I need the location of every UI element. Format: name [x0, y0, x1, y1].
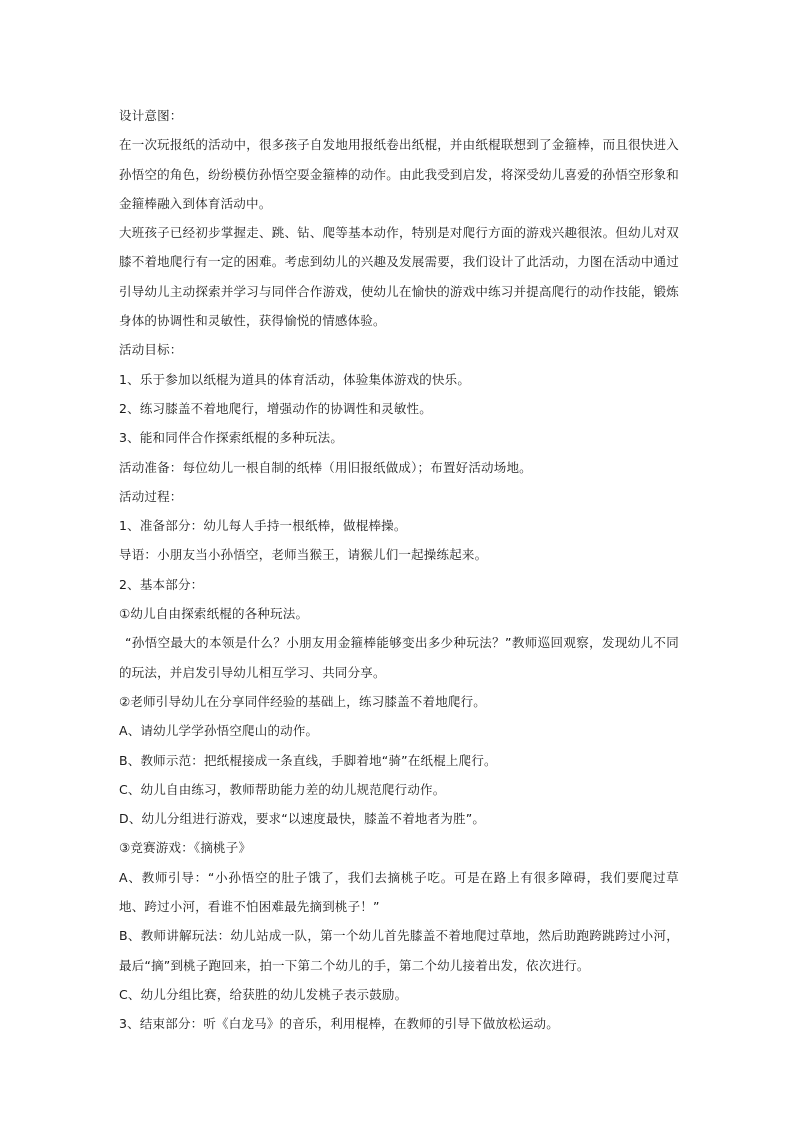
heading-activity-goals: 活动目标： [119, 342, 183, 358]
basic-sub-2-a: A、请幼儿学学孙悟空爬山的动作。 [119, 723, 319, 739]
basic-sub-3-a: A、教师引导：“小孙悟空的肚子饿了，我们去摘桃子吃。可是在路上有很多障碍，我们要爬过草地、跨过小河，看谁不怕困难最先摘到桃子！” [119, 869, 679, 915]
activity-preparation: 活动准备：每位幼儿一根自制的纸棒（用旧报纸做成）；布置好活动场地。 [119, 459, 532, 475]
basic-sub-1: ①幼儿自由探索纸棍的各种玩法。 [119, 606, 309, 622]
basic-sub-2-d: D、幼儿分组进行游戏，要求“以速度最快，膝盖不着地者为胜”。 [119, 811, 486, 827]
document-body [119, 101, 679, 1039]
basic-sub-1-detail: “孙悟空最大的本领是什么？小朋友用金箍棒能够变出多少种玩法？”教师巡回观察，发现幼儿不同的玩法，并启发引导幼儿相互学习、共同分享。 [119, 635, 679, 680]
goal-item-3: 3、能和同伴合作探索纸棍的多种玩法。 [119, 430, 344, 446]
basic-sub-2-b: B、教师示范：把纸棍接成一条直线，手脚着地“骑”在纸棍上爬行。 [119, 752, 497, 768]
process-intro: 导语：小朋友当小孙悟空，老师当猴王，请猴儿们一起操练起来。 [119, 547, 488, 563]
goal-item-1: 1、乐于参加以纸棍为道具的体育活动，体验集体游戏的快乐。 [119, 371, 471, 387]
paragraph-design-intent-1: 在一次玩报纸的活动中，很多孩子自发地用报纸卷出纸棍，并由纸棍联想到了金箍棒，而且很快进入孙悟空的角色，纷纷模仿孙悟空耍金箍棒的动作。由此我受到启发，将深受幼儿喜爱的孙悟空形象和金箍棒融入到体育活动中。 [119, 137, 679, 211]
process-step-prep: 1、准备部分：幼儿每人手持一根纸棒，做棍棒操。 [119, 518, 407, 534]
basic-sub-3-c: C、幼儿分组比赛，给获胜的幼儿发桃子表示鼓励。 [119, 986, 408, 1002]
goal-item-2: 2、练习膝盖不着地爬行，增强动作的协调性和灵敏性。 [119, 400, 432, 416]
paragraph-design-intent-2: 大班孩子已经初步掌握走、跳、钻、爬等基本动作，特别是对爬行方面的游戏兴趣很浓。但幼儿对双膝不着地爬行有一定的困难。考虑到幼儿的兴趣及发展需要，我们设计了此活动，力图在活动中通过引导幼儿主动探索并学习与同伴合作游戏，使幼儿在愉快的游戏中练习并提高爬行的动作技能，锻炼身体的协调性和灵敏性，获得愉悦的情感体验。 [119, 225, 679, 329]
process-step-end: 3、结束部分：听《白龙马》的音乐，利用棍棒，在教师的引导下做放松运动。 [119, 1016, 559, 1032]
heading-design-intent: 设计意图： [119, 108, 183, 123]
process-step-basic: 2、基本部分： [119, 576, 204, 592]
basic-sub-3: ③竞赛游戏：《摘桃子》 [119, 840, 252, 856]
basic-sub-2-c: C、幼儿自由练习，教师帮助能力差的幼儿规范爬行动作。 [119, 781, 446, 797]
basic-sub-3-b: B、教师讲解玩法：幼儿站成一队，第一个幼儿首先膝盖不着地爬过草地，然后助跑跨跳跨过小河，最后“摘”到桃子跑回来，拍一下第二个幼儿的手，第二个幼儿接着出发，依次进行。 [119, 928, 679, 973]
heading-activity-process: 活动过程： [119, 488, 183, 504]
basic-sub-2: ②老师引导幼儿在分享同伴经验的基础上，练习膝盖不着地爬行。 [119, 693, 487, 709]
